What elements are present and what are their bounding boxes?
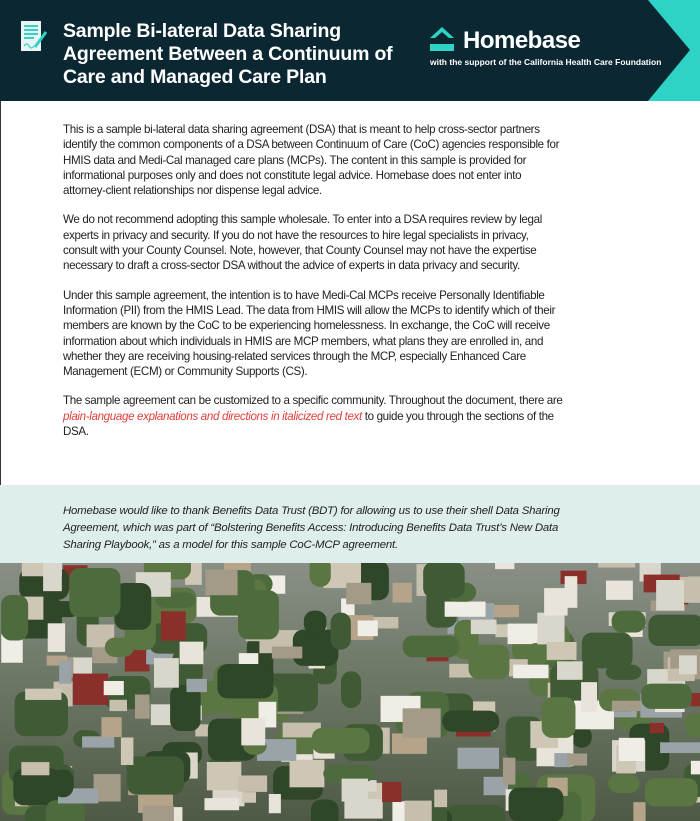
logo-text: Homebase	[463, 27, 581, 54]
house	[25, 689, 61, 700]
house	[567, 753, 587, 765]
house	[272, 647, 302, 659]
tree	[331, 612, 351, 649]
house	[73, 674, 108, 705]
tree	[310, 563, 331, 587]
house	[513, 665, 548, 679]
house	[650, 723, 664, 733]
house	[565, 576, 578, 608]
house	[547, 642, 577, 660]
house	[495, 563, 514, 569]
paragraph-4	[63, 393, 563, 439]
intro-text	[63, 122, 563, 453]
house	[43, 563, 62, 591]
house	[358, 620, 378, 636]
house	[612, 701, 641, 711]
house	[403, 708, 441, 737]
house	[619, 738, 645, 761]
tree	[606, 665, 642, 680]
house	[269, 794, 281, 813]
tree	[542, 697, 576, 738]
house	[606, 581, 633, 600]
house	[656, 580, 684, 611]
tree	[312, 728, 370, 754]
tree	[509, 788, 564, 821]
tree	[442, 711, 499, 732]
house	[537, 613, 564, 645]
house	[143, 806, 174, 821]
house	[109, 700, 127, 711]
tree	[403, 635, 460, 657]
tree	[217, 664, 273, 698]
house	[242, 792, 256, 803]
acknowledgement-text: Homebase would like to thank Benefits Data Trust (BDT) for allowing us to use their shell Data Sharing Agreement, which was part of “Bolstering Benefits Access: Introducing Benefits Data Trust’s New Data Sharing Playbook,” as a model for this sample CoC-MCP agreement.	[63, 505, 560, 551]
house	[471, 620, 497, 634]
tree	[526, 643, 547, 667]
p4-start: The sample agreement can be customized to a specific community. Throughout the document, there are	[63, 394, 563, 408]
tree	[685, 714, 700, 737]
house	[457, 748, 499, 769]
house	[101, 717, 121, 737]
house	[154, 658, 179, 688]
house	[186, 679, 206, 692]
tree	[612, 611, 646, 633]
tree	[304, 611, 327, 634]
document-title: Sample Bi-lateral Data Sharing Agreement Between a Continuum of Care and Managed Care Plan	[63, 20, 393, 88]
tree	[469, 645, 510, 679]
house	[161, 611, 186, 640]
house	[434, 790, 447, 807]
acknowledgement-band	[0, 485, 700, 563]
houses-illustration	[0, 563, 700, 821]
house	[59, 661, 71, 684]
tree	[105, 638, 134, 657]
house	[104, 681, 124, 695]
house	[346, 583, 371, 604]
house	[135, 694, 150, 718]
teal-chevron-decoration	[640, 0, 700, 101]
tree	[127, 756, 184, 794]
house	[342, 779, 368, 802]
logo-subtitle: with the support of the California Health Care Foundation	[430, 57, 662, 67]
p4-end: to guide you through the sections of the DSA.	[63, 409, 554, 439]
document-signature-icon	[20, 20, 48, 54]
tree	[582, 633, 633, 669]
city-hillside-photo	[0, 563, 700, 821]
house	[660, 742, 700, 753]
home-logo-icon	[430, 27, 454, 51]
header-banner	[0, 0, 700, 101]
house	[207, 762, 242, 790]
tree	[645, 778, 698, 806]
house	[121, 737, 133, 765]
paragraph-2: We do not recommend adopting this sample wholesale. To enter into a DSA requires review by legal experts in privacy and security. If you do not have the resources to hire legal specialists in privacy, consult with your County Counsel. Note, however, that County Counsel may not have the expertise necessary to draft a cross-sector DSA without the advice of experts in data privacy and security.	[63, 213, 542, 273]
tree	[641, 684, 692, 709]
house	[557, 661, 583, 680]
house	[73, 657, 92, 676]
house	[598, 563, 635, 567]
house	[445, 602, 486, 617]
house	[48, 623, 65, 652]
house	[206, 570, 238, 596]
red-italic-text: plain-language explanations and directions in italicized red text	[63, 409, 362, 423]
paragraph-3: Under this sample agreement, the intention is to have Medi-Cal MCPs receive Personally Identifiable Information (PII) from the HMIS Lead. The data from HMIS will allow the MCPs to identify which of their members are known by the CoC to be experiencing homelessness. In exchange, the CoC will receive information about which individuals in HMIS are MCP members, what plans they are enrolled in, and whether they are receiving housing-related services through the MCP, especially Enhanced Care Management (ECM) or Community Supports (CS).	[63, 288, 556, 379]
house	[382, 782, 401, 802]
tree	[1, 595, 28, 640]
tree	[341, 671, 361, 708]
house	[544, 588, 568, 615]
house	[503, 758, 515, 785]
house	[204, 798, 239, 810]
house	[82, 736, 114, 747]
house	[238, 775, 267, 791]
house	[690, 693, 700, 706]
tree	[311, 800, 339, 821]
tree	[648, 615, 700, 646]
house	[581, 682, 597, 712]
tree	[69, 568, 120, 617]
house	[691, 761, 700, 775]
house	[21, 762, 49, 775]
house	[180, 642, 204, 665]
tree	[446, 805, 505, 821]
house	[289, 760, 324, 788]
house	[393, 583, 412, 603]
tree	[608, 774, 640, 793]
house	[241, 718, 265, 745]
house	[344, 799, 382, 818]
house	[679, 655, 697, 674]
paragraph-1: This is a sample bi-lateral data sharing agreement (DSA) that is meant to help cross-sector partners identify the common components of a DSA between Continuum of Care (CoC) agencies responsible for HMIS data and Medi-Cal managed care plans (MCPs). The content in this sample is provided for informational purposes only and does not constitute legal advice. Homebase does not enter into attorney-client relationships nor dispense legal advice.	[63, 123, 560, 198]
house	[633, 802, 645, 821]
house	[405, 801, 432, 821]
tree	[52, 769, 73, 797]
tree	[423, 563, 465, 598]
